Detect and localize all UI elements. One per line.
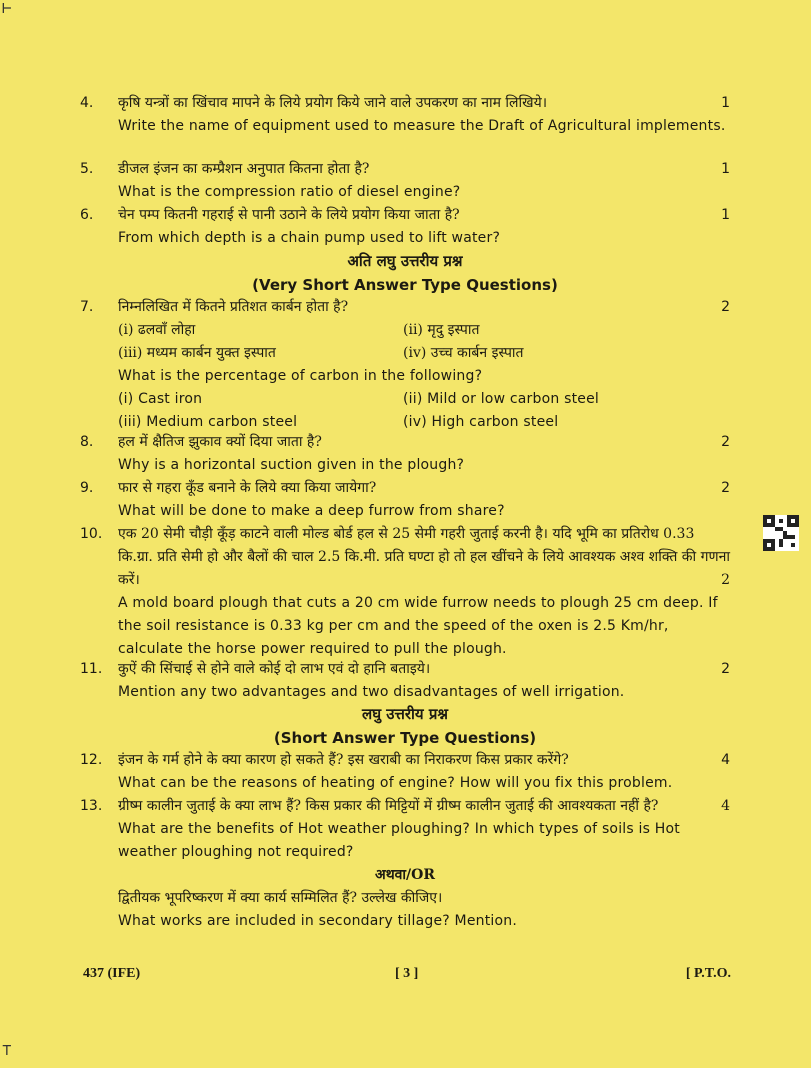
question-number: 9.	[80, 480, 94, 496]
question-7	[80, 296, 730, 434]
or-question-english: What works are included in secondary tillage? Mention.	[118, 913, 517, 929]
section-heading-hindi: लघु उत्तरीय प्रश्न	[362, 705, 448, 723]
question-english: What is the compression ratio of diesel engine?	[118, 184, 461, 200]
question-hindi: हल में क्षैतिज झुकाव क्यों दिया जाता है?	[118, 434, 322, 450]
question-10	[80, 523, 730, 661]
question-number: 12.	[80, 752, 103, 768]
question-english: Write the name of equipment used to measure the Draft of Agricultural implements.	[118, 118, 726, 134]
or-question-hindi: द्वितीयक भूपरिष्करण में क्या कार्य सम्मिलित हैं? उल्लेख कीजिए।	[118, 890, 443, 906]
crop-mark-bottom: ⊤	[2, 1040, 12, 1059]
question-number: 11.	[80, 661, 103, 677]
option-row	[118, 319, 730, 342]
question-9	[80, 477, 730, 523]
question-english: From which depth is a chain pump used to lift water?	[118, 230, 501, 246]
marks: 1	[721, 207, 730, 223]
question-english: What can be the reasons of heating of engine? How will you fix this problem.	[118, 775, 673, 791]
marks: 4	[721, 798, 730, 814]
crop-mark-top: ⊢	[2, 0, 12, 17]
question-english: Why is a horizontal suction given in the plough?	[118, 457, 465, 473]
marks: 2	[721, 480, 730, 496]
marks: 1	[721, 95, 730, 111]
question-hindi: इंजन के गर्म होने के क्या कारण हो सकते हैं? इस खराबी का निराकरण किस प्रकार करेंगे?	[118, 752, 569, 768]
marks: 1	[721, 161, 730, 177]
page-number: [ 3 ]	[395, 966, 419, 981]
question-hindi-text: ग्रीष्म कालीन जुताई के क्या लाभ हैं? किस प्रकार की मिट्टियों में ग्रीष्म कालीन जुताई की आवश्यकता नहीं है?	[118, 798, 659, 814]
question-hindi: कुऐं की सिंचाई से होने वाले कोई दो लाभ एवं दो हानि बताइये।	[118, 661, 431, 677]
option-row	[118, 342, 730, 365]
question-4	[80, 92, 730, 138]
marks: 2	[721, 299, 730, 315]
question-hindi: फार से गहरा कूँड बनाने के लिये क्या किया जायेगा?	[118, 480, 377, 496]
section-heading-very-short	[80, 250, 730, 297]
question-number: 5.	[80, 161, 94, 177]
question-number: 6.	[80, 207, 94, 223]
question-number: 4.	[80, 95, 94, 111]
question-11	[80, 658, 730, 704]
option-row	[118, 388, 730, 411]
option-item: (i) ढलवाँ लोहा	[118, 322, 196, 338]
question-english: What will be done to make a deep furrow from share?	[118, 503, 505, 519]
option-item: (iii) मध्यम कार्बन युक्त इस्पात	[118, 345, 276, 361]
option-item: (iv) High carbon steel	[403, 414, 559, 430]
qr-code-icon	[763, 515, 799, 551]
question-hindi	[118, 523, 730, 592]
question-5	[80, 158, 730, 204]
option-item: (iv) उच्च कार्बन इस्पात	[403, 345, 524, 361]
question-hindi-text: एक 20 सेमी चौड़ी कूँड़ काटने वाली मोल्ड बोर्ड हल से 25 सेमी गहरी जुताई करनी है। यदि भूमि का प्रतिरोध 0.33 कि.ग्रा. प्रति सेमी हो और बैलों की चाल 2.5 कि.मी. प्रति घण्टा हो तो हल खींचने के लिये आवश्यक अश्व शक्ति की गणना करें।	[118, 526, 730, 588]
question-hindi: डीजल इंजन का कम्प्रैशन अनुपात कितना होता है?	[118, 161, 370, 177]
or-label: अथवा/OR	[375, 867, 435, 883]
marks: 4	[721, 752, 730, 768]
option-item: (ii) Mild or low carbon steel	[403, 391, 599, 407]
marks: 2	[721, 661, 730, 677]
question-number: 10.	[80, 526, 103, 542]
question-hindi: कृषि यन्त्रों का खिंचाव मापने के लिये प्रयोग किये जाने वाले उपकरण का नाम लिखिये।	[118, 95, 548, 111]
question-number: 7.	[80, 299, 94, 315]
question-english: A mold board plough that cuts a 20 cm wide furrow needs to plough 25 cm deep. If the soil resistance is 0.33 kg per cm and the speed of the oxen is 2.5 Km/hr, calculate the horse power required to pull the plough.	[118, 595, 718, 657]
question-number: 13.	[80, 798, 103, 814]
section-heading-english: (Short Answer Type Questions)	[273, 729, 537, 747]
pto-label: [ P.T.O.	[685, 966, 731, 981]
marks: 2	[721, 572, 730, 588]
question-12	[80, 749, 730, 795]
marks: 2	[721, 434, 730, 450]
page-footer	[83, 966, 731, 982]
question-number: 8.	[80, 434, 94, 450]
option-item: (iii) Medium carbon steel	[118, 414, 298, 430]
section-heading-english: (Very Short Answer Type Questions)	[252, 276, 558, 294]
section-heading-hindi: अति लघु उत्तरीय प्रश्न	[347, 252, 463, 270]
question-hindi: चेन पम्प कितनी गहराई से पानी उठाने के लिये प्रयोग किया जाता है?	[118, 207, 460, 223]
paper-code: 437 (IFE)	[83, 966, 141, 981]
question-english: What are the benefits of Hot weather ploughing? In which types of soils is Hot weather ploughing not required?	[118, 821, 680, 860]
question-13	[80, 795, 730, 933]
option-item: (i) Cast iron	[118, 391, 203, 407]
question-8	[80, 431, 730, 477]
section-heading-short	[80, 703, 730, 750]
question-english: Mention any two advantages and two disadvantages of well irrigation.	[118, 684, 625, 700]
option-item: (ii) मृदु इस्पात	[403, 322, 480, 338]
question-english: What is the percentage of carbon in the following?	[118, 368, 483, 384]
question-hindi: निम्नलिखित में कितने प्रतिशत कार्बन होता है?	[118, 299, 349, 315]
question-hindi	[118, 795, 730, 818]
question-6	[80, 204, 730, 250]
